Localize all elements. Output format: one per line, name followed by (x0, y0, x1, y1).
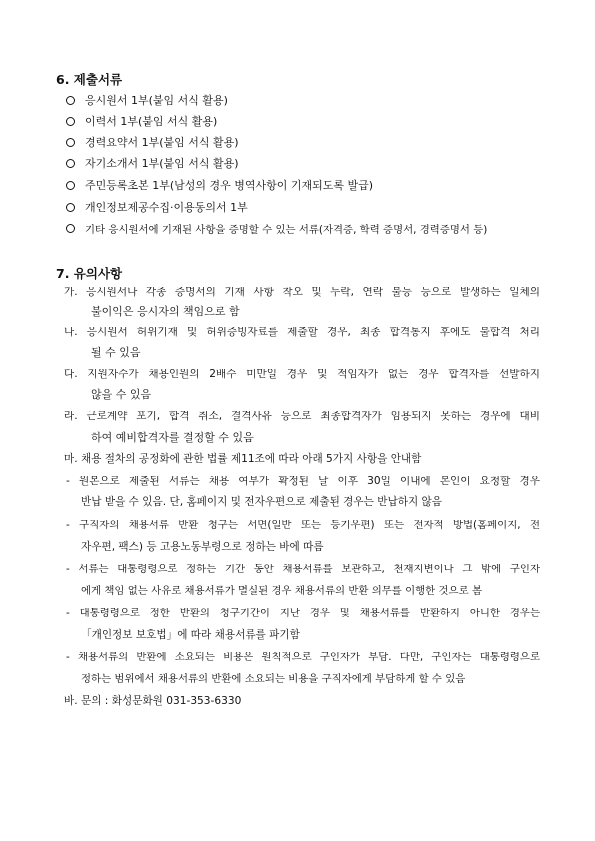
detail-5-line1: - 채용서류의 반환에 소요되는 비용은 원칙적으로 구인자가 부담. 다만, 구인자는 대통령령으로 (66, 652, 540, 663)
list-item-text: 개인정보제공수집·이용동의서 1부 (85, 201, 248, 214)
list-item-text: 응시원서 1부(붙임 서식 활용) (85, 94, 228, 107)
list-item (66, 134, 239, 150)
list-item-text: 기타 응시원서에 기재된 사항을 증명할 수 있는 서류(자격증, 학력 증명서, 경력증명서 등) (85, 224, 488, 236)
circle-bullet-icon (66, 181, 75, 190)
notice-da-line2: 않을 수 있음 (91, 388, 152, 401)
notice-ga-line2: 불이익은 응시자의 책임으로 함 (91, 305, 240, 318)
circle-bullet-icon (66, 96, 75, 105)
list-item (66, 177, 373, 193)
section-7-title: 7. 유의사항 (56, 266, 123, 281)
detail-4-line1: - 대통령령으로 정한 반환의 청구기간이 지난 경우 및 채용서류를 반환하지 아니한 경우는 (66, 608, 540, 619)
list-item-text: 이력서 1부(붙임 서식 활용) (85, 115, 218, 128)
detail-2-line2: 자우편, 팩스) 등 고용노동부령으로 정하는 바에 따름 (81, 541, 324, 553)
list-item (66, 155, 239, 171)
notice-ma: 마. 채용 절차의 공정화에 관한 법률 제11조에 따라 아래 5가지 사항을 안내함 (64, 453, 422, 465)
list-item-text: 경력요약서 1부(붙임 서식 활용) (85, 136, 239, 149)
detail-3-line1: - 서류는 대통령령으로 정하는 기간 동안 채용서류를 보관하고, 천재지변이나 그 밖에 구인자 (66, 564, 540, 575)
notice-ra-line1: 라. 근로계약 포기, 합격 취소, 결격사유 등으로 최종합격자가 임용되지 못하는 경우에 대비 (64, 411, 540, 422)
notice-da-line1: 다. 지원자수가 채용인원의 2배수 미만일 경우 및 적임자가 없는 경우 합격자를 선발하지 (64, 369, 540, 380)
notice-ga-line1: 가. 응시원서나 각종 증명서의 기재 사항 착오 및 누락, 연락 불능 등으로 발생하는 일체의 (64, 287, 540, 298)
list-item-text: 자기소개서 1부(붙임 서식 활용) (85, 157, 239, 170)
detail-2-line1: - 구직자의 채용서류 반환 청구는 서면(일반 또는 등기우편) 또는 전자적 방법(홈페이지, 전 (66, 520, 540, 531)
detail-4-line2: 「개인정보 보호법」에 따라 채용서류를 파기함 (81, 629, 300, 641)
circle-bullet-icon (66, 203, 75, 212)
detail-3-line2: 에게 책임 없는 사유로 채용서류가 멸실된 경우 채용서류의 반환 의무를 이행한 것으로 봄 (81, 585, 482, 597)
list-item (66, 221, 487, 236)
circle-bullet-icon (66, 159, 75, 168)
list-item (66, 199, 248, 215)
list-item (66, 92, 228, 108)
detail-1-line2: 반납 받을 수 있음. 단, 홈페이지 및 전자우편으로 제출된 경우는 반납하지 않음 (81, 496, 443, 508)
circle-bullet-icon (66, 138, 75, 147)
detail-1-line1: - 원본으로 제출된 서류는 채용 여부가 확정된 날 이후 30일 이내에 본인이 요청할 경우 (66, 476, 540, 487)
contact-info: 바. 문의 : 화성문화원 031-353-6330 (64, 695, 242, 707)
section-6-title: 6. 제출서류 (56, 72, 123, 87)
notice-na-line1: 나. 응시원서 허위기재 및 허위증빙자료를 제출할 경우, 최종 합격통지 후에도 불합격 처리 (64, 327, 540, 338)
notice-ra-line2: 하여 예비합격자를 결정할 수 있음 (91, 431, 254, 444)
detail-5-line2: 정하는 범위에서 채용서류의 반환에 소요되는 비용을 구직자에게 부담하게 할 수 있음 (81, 673, 466, 685)
circle-bullet-icon (66, 224, 75, 233)
list-item (66, 113, 217, 129)
circle-bullet-icon (66, 117, 75, 126)
notice-na-line2: 될 수 있음 (91, 346, 141, 359)
list-item-text: 주민등록초본 1부(남성의 경우 병역사항이 기재되도록 발급) (85, 179, 374, 192)
